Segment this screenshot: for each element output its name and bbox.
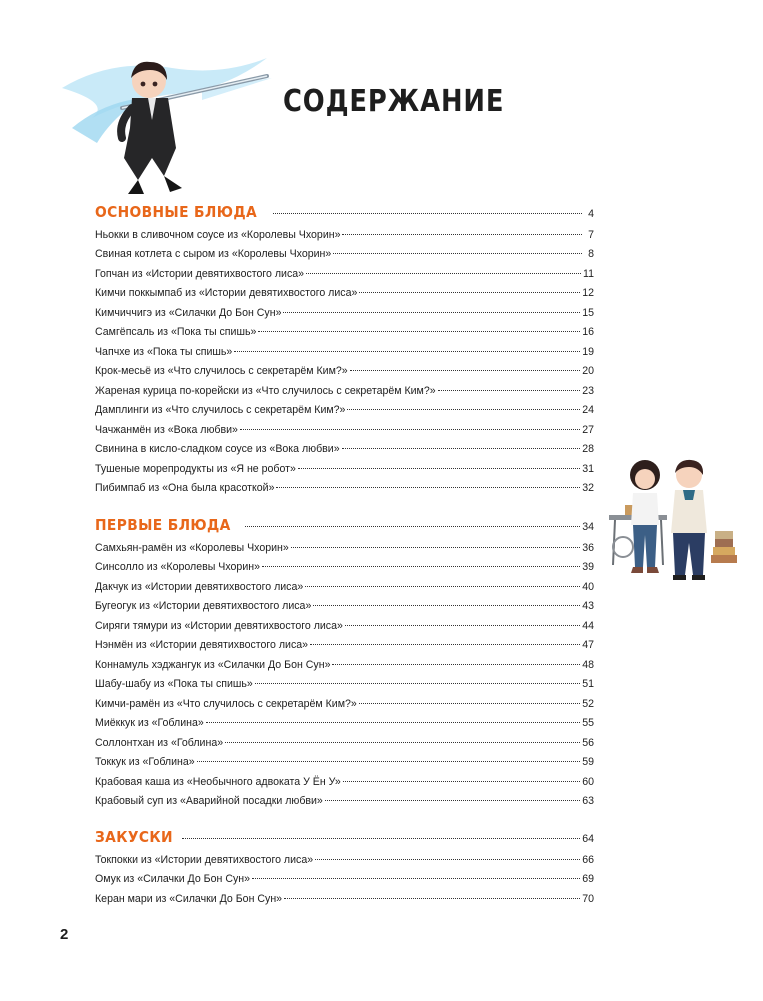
- dot-leader: [273, 203, 582, 214]
- dot-leader: [252, 868, 580, 879]
- page-ref: 43: [582, 600, 594, 613]
- toc-entry[interactable]: [95, 324, 594, 339]
- toc-entry[interactable]: [95, 891, 594, 906]
- dot-leader: [225, 732, 580, 743]
- page-ref: 39: [582, 561, 594, 574]
- dot-leader: [291, 537, 580, 548]
- toc-entry[interactable]: [95, 696, 594, 711]
- entry-title: Нэнмён из «Истории девятихвостого лиса»: [95, 639, 309, 652]
- entry-title: Самхьян-рамён из «Королевы Чхорин»: [95, 542, 289, 554]
- entry-title: Шабу-шабу из «Пока ты спишь»: [95, 678, 253, 691]
- entry-title: Крабовая каша из «Необычного адвоката У Ён У»: [95, 775, 341, 788]
- page-ref: 69: [582, 873, 594, 886]
- toc-entry[interactable]: [95, 735, 594, 750]
- toc-entry[interactable]: [95, 344, 594, 359]
- dot-leader: [245, 516, 581, 527]
- page-ref: 11: [583, 267, 594, 280]
- section-title: ЗАКУСКИ: [95, 828, 173, 846]
- page-ref: 7: [588, 229, 594, 241]
- dot-leader: [310, 634, 580, 645]
- dot-leader: [298, 458, 580, 469]
- dot-leader: [197, 751, 581, 762]
- entry-title: Керан мари из «Силачки До Бон Сун»: [95, 892, 283, 905]
- dot-leader: [284, 888, 580, 899]
- toc-entry[interactable]: [95, 266, 594, 281]
- dot-leader: [342, 438, 581, 449]
- dot-leader: [305, 576, 580, 587]
- dot-leader: [325, 790, 580, 801]
- dot-leader: [206, 712, 580, 723]
- page-ref: 4: [588, 208, 594, 220]
- entry-title: Крок-месьё из «Что случилось с секретарём Ким?»: [95, 365, 348, 378]
- entry-title: Дамплинги из «Что случилось с секретарём Ким?»: [95, 404, 346, 417]
- toc-entry[interactable]: [95, 540, 594, 555]
- entry-title: Чачжанмён из «Вока любви»: [95, 423, 238, 436]
- page-ref: 52: [582, 697, 594, 710]
- dot-leader: [234, 341, 580, 352]
- dot-leader: [276, 477, 580, 488]
- dot-leader: [359, 693, 580, 704]
- dot-leader: [306, 263, 581, 274]
- toc-entry[interactable]: [95, 618, 594, 633]
- toc-entry[interactable]: [95, 754, 594, 769]
- dot-leader: [240, 419, 580, 430]
- toc-entry[interactable]: [95, 637, 594, 652]
- toc-entry[interactable]: [95, 246, 594, 261]
- dot-leader: [350, 360, 581, 371]
- page-ref: 12: [582, 287, 594, 300]
- toc-entry[interactable]: [95, 774, 594, 789]
- dot-leader: [343, 771, 580, 782]
- toc-entry[interactable]: [95, 598, 594, 613]
- page-ref: 32: [582, 481, 594, 494]
- dot-leader: [332, 654, 580, 665]
- entry-title: Кимчиччигэ из «Силачки До Бон Сун»: [95, 306, 282, 319]
- page-ref: 34: [582, 521, 594, 533]
- page-ref: 24: [582, 404, 594, 417]
- toc-entry[interactable]: [95, 441, 594, 456]
- toc-section-heading[interactable]: [95, 830, 594, 846]
- dot-leader: [333, 243, 582, 254]
- dot-leader: [258, 321, 580, 332]
- entry-title: Миёккук из «Гоблина»: [95, 717, 204, 730]
- entry-title: Синсолло из «Королевы Чхорин»: [95, 561, 260, 574]
- dot-leader: [255, 673, 580, 684]
- dot-leader: [359, 282, 580, 293]
- toc-entry[interactable]: [95, 402, 594, 417]
- entry-title: Токкук из «Гоблина»: [95, 756, 195, 769]
- toc-entry[interactable]: [95, 461, 594, 476]
- dot-leader: [283, 302, 580, 313]
- dot-leader: [342, 224, 582, 235]
- dot-leader: [313, 595, 580, 606]
- section-title: ОСНОВНЫЕ БЛЮДА: [95, 203, 258, 221]
- toc-entry[interactable]: [95, 579, 594, 594]
- toc-entry[interactable]: [95, 871, 594, 886]
- toc-entry[interactable]: [95, 285, 594, 300]
- entry-title: Бугеогук из «Истории девятихвостого лиса»: [95, 600, 312, 613]
- entry-title: Омук из «Силачки До Бон Сун»: [95, 873, 251, 886]
- entry-title: Кимчи-рамён из «Что случилось с секретарём Ким?»: [95, 697, 357, 710]
- swordsman-illustration: [52, 48, 277, 198]
- page-ref: 28: [582, 443, 594, 456]
- page-ref: 64: [582, 833, 594, 845]
- entry-title: Токпокки из «Истории девятихвостого лиса»: [95, 854, 314, 866]
- page-ref: 63: [582, 794, 594, 807]
- page-ref: 27: [582, 423, 594, 436]
- dot-leader: [347, 399, 580, 410]
- page-ref: 20: [582, 365, 594, 378]
- toc-entry[interactable]: [95, 227, 594, 242]
- page-ref: 51: [582, 678, 594, 691]
- page-ref: 36: [582, 542, 594, 554]
- dot-leader: [182, 828, 580, 839]
- toc-entry[interactable]: [95, 657, 594, 672]
- entry-title: Тушеные морепродукты из «Я не робот»: [95, 462, 296, 475]
- page-title: СОДЕРЖАНИЕ: [283, 84, 505, 119]
- toc-entry[interactable]: [95, 793, 594, 808]
- page-ref: 40: [582, 580, 594, 593]
- page-number: 2: [60, 926, 69, 943]
- entry-title: Ньокки в сливочном соусе из «Королевы Чхорин»: [95, 229, 341, 241]
- page-ref: 31: [582, 462, 594, 475]
- entry-title: Крабовый суп из «Аварийной посадки любви»: [95, 794, 323, 807]
- toc-entry[interactable]: [95, 559, 594, 574]
- dot-leader: [262, 556, 580, 567]
- page-ref: 66: [582, 854, 594, 866]
- toc-entry[interactable]: [95, 383, 594, 398]
- entry-title: Самгёпсаль из «Пока ты спишь»: [95, 326, 257, 339]
- toc-entry[interactable]: [95, 715, 594, 730]
- page-ref: 59: [582, 756, 594, 769]
- entry-title: Кимчи поккымпаб из «Истории девятихвостого лиса»: [95, 287, 358, 300]
- toc-entry[interactable]: [95, 363, 594, 378]
- page-ref: 60: [582, 775, 594, 788]
- toc-section-heading[interactable]: [95, 205, 594, 221]
- page-ref: 19: [582, 345, 594, 358]
- toc-entry[interactable]: [95, 676, 594, 691]
- page-ref: 23: [582, 384, 594, 397]
- entry-title: Пибимпаб из «Она была красоткой»: [95, 481, 275, 494]
- toc-entry[interactable]: [95, 852, 594, 867]
- toc-entry[interactable]: [95, 422, 594, 437]
- entry-title: Дакчук из «Истории девятихвостого лиса»: [95, 580, 304, 593]
- entry-title: Свинина в кисло-сладком соусе из «Вока любви»: [95, 443, 340, 456]
- page-ref: 55: [582, 717, 594, 730]
- entry-title: Сиряги тямури из «Истории девятихвостого лиса»: [95, 619, 343, 632]
- entry-title: Соллонтхан из «Гоблина»: [95, 736, 224, 749]
- toc-entry[interactable]: [95, 480, 594, 495]
- section-title: ПЕРВЫЕ БЛЮДА: [95, 516, 231, 534]
- page-ref: 47: [582, 639, 594, 652]
- dot-leader: [315, 849, 580, 860]
- entry-title: Чапчхе из «Пока ты спишь»: [95, 345, 233, 358]
- toc-entry[interactable]: [95, 305, 594, 320]
- page-ref: 70: [582, 892, 594, 905]
- dot-leader: [345, 615, 580, 626]
- dot-leader: [438, 380, 581, 391]
- toc-section-heading[interactable]: [95, 518, 594, 534]
- page-ref: 56: [582, 736, 594, 749]
- entry-title: Жареная курица по-корейски из «Что случилось с секретарём Ким?»: [95, 384, 436, 397]
- entry-title: Гопчан из «Истории девятихвостого лиса»: [95, 267, 305, 280]
- page-ref: 44: [582, 619, 594, 632]
- page-ref: 16: [582, 326, 594, 339]
- page-ref: 15: [582, 306, 594, 319]
- page-ref: 8: [588, 248, 594, 261]
- couple-illustration: [603, 455, 743, 587]
- page-ref: 48: [582, 658, 594, 671]
- entry-title: Свиная котлета с сыром из «Королевы Чхорин»: [95, 248, 332, 261]
- entry-title: Коннамуль хэджангук из «Силачки До Бон Сун»: [95, 658, 331, 671]
